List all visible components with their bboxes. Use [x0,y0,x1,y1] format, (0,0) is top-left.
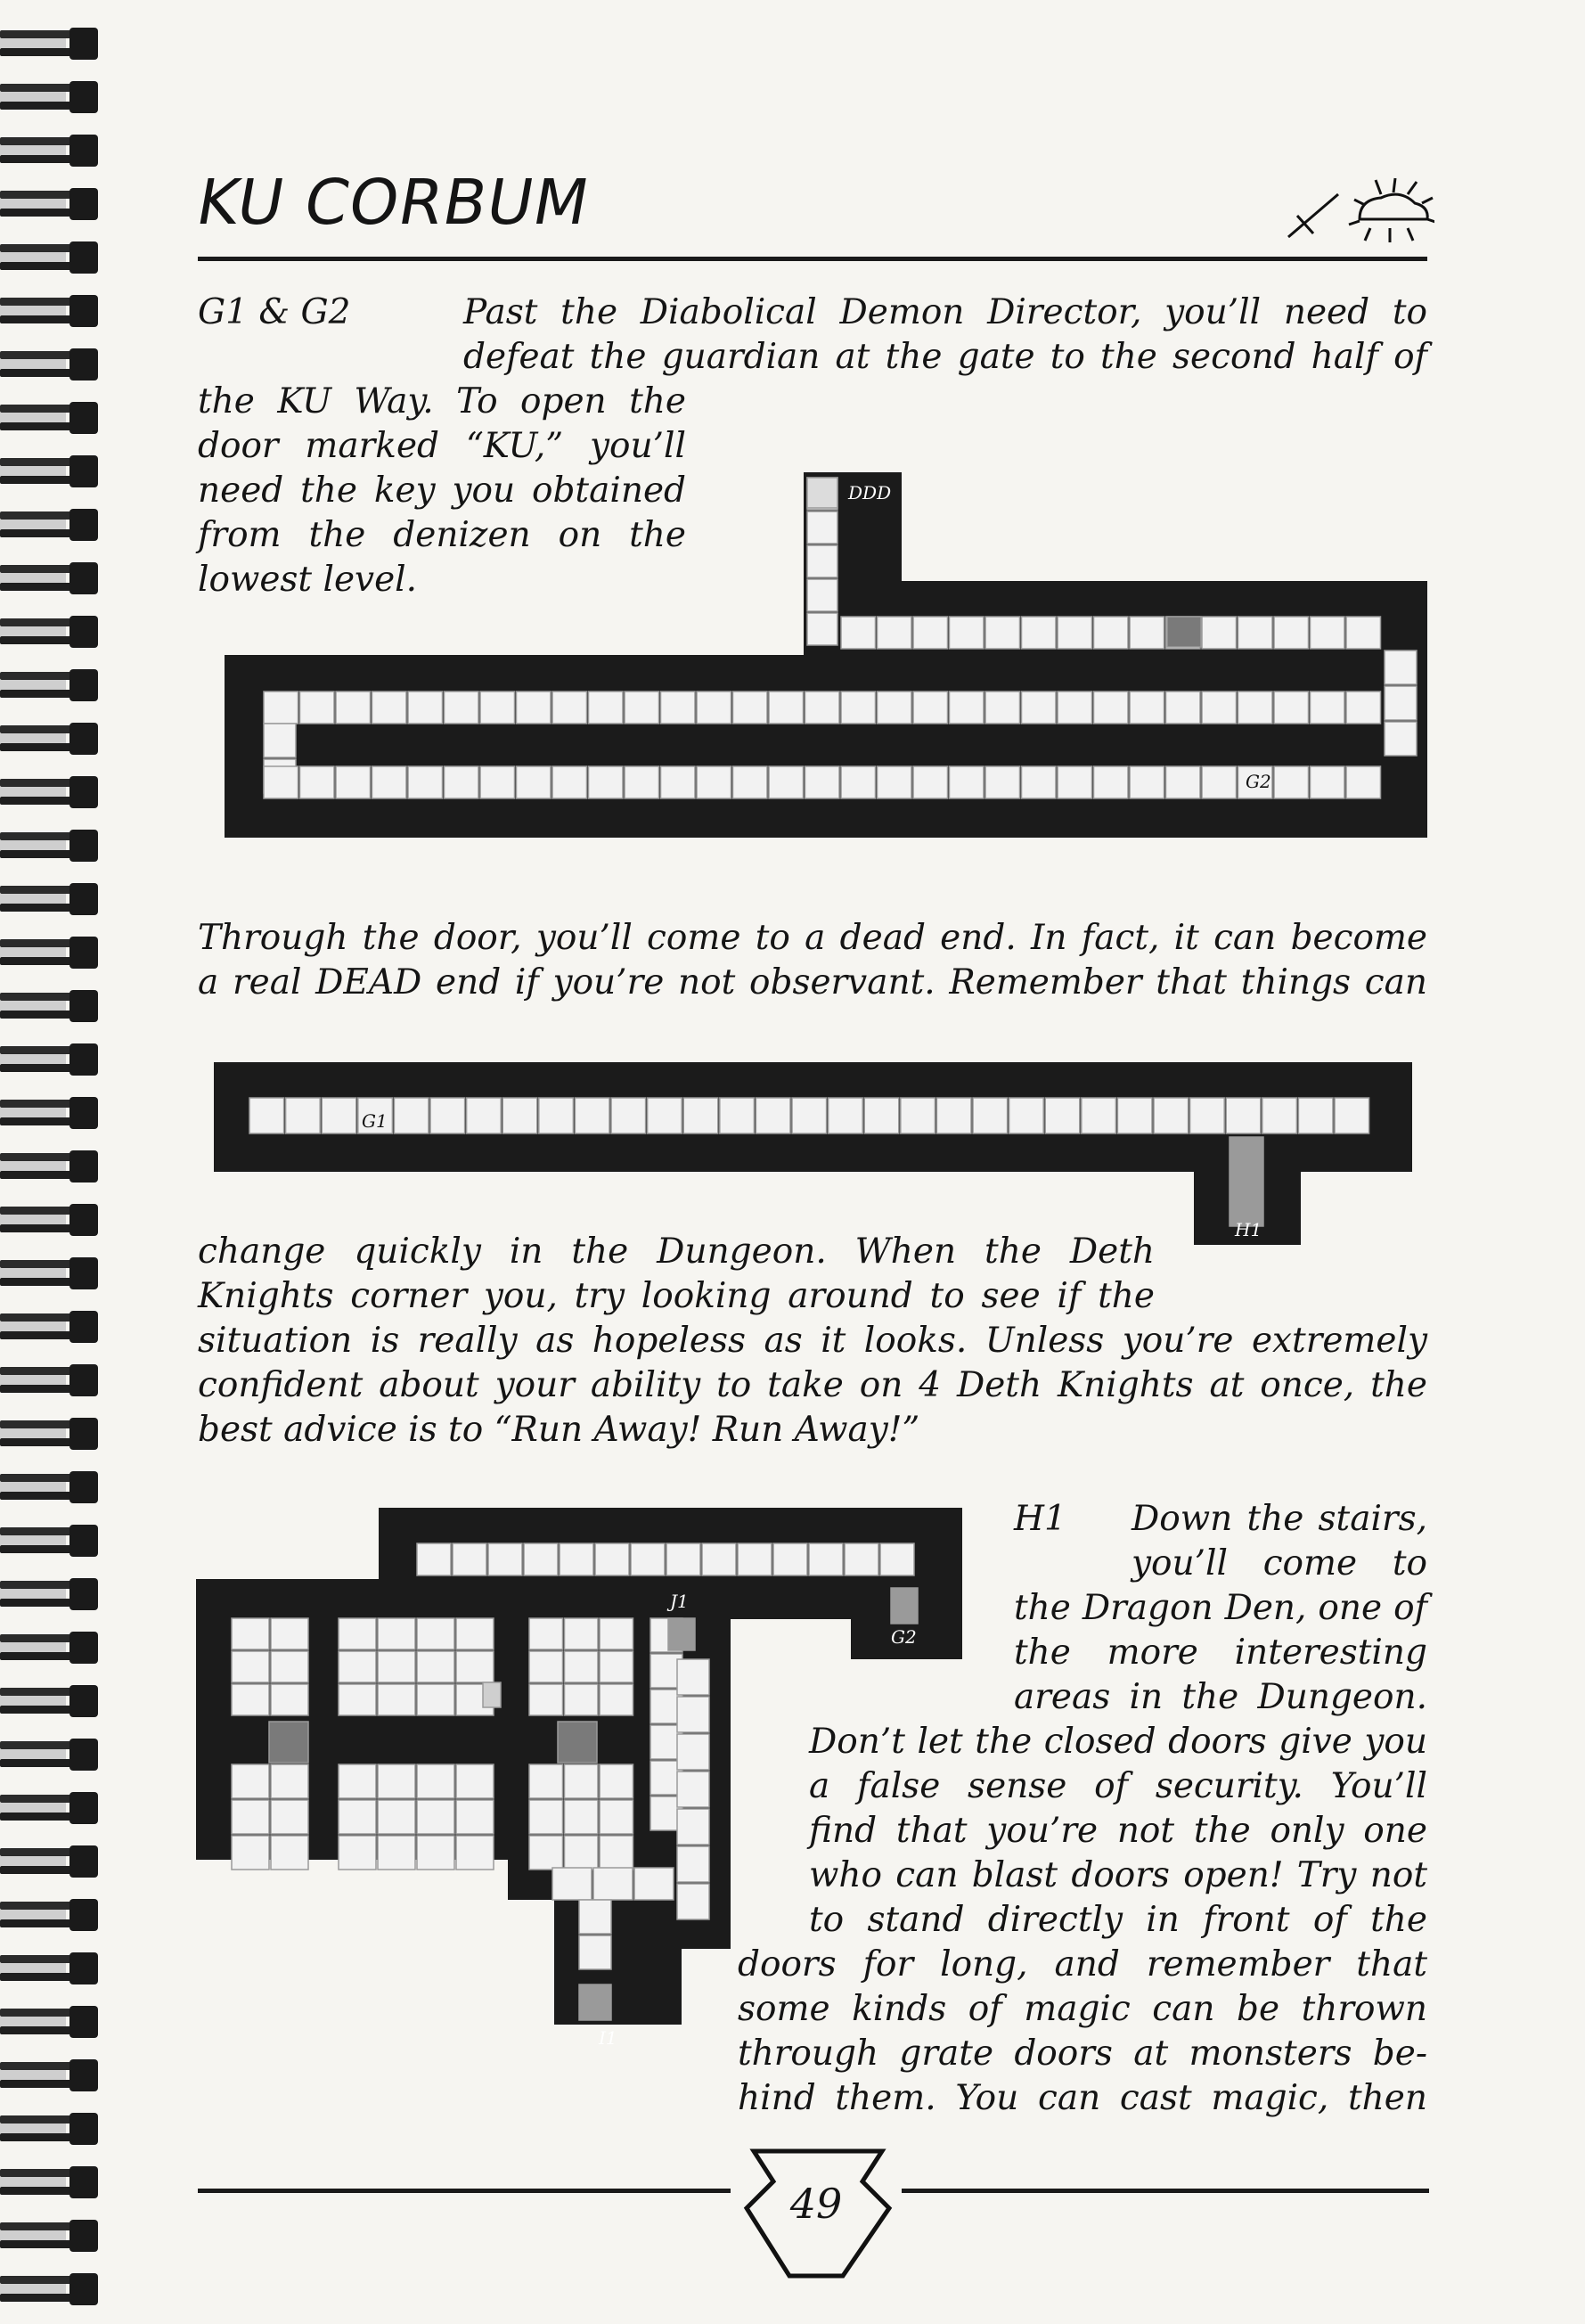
map-tile [1202,617,1237,649]
map-tile [378,1684,415,1715]
binding-coil [0,1255,100,1294]
map-tile [600,1618,633,1649]
map-tile [1166,766,1201,798]
map-tile [625,766,659,798]
deth-lines-line: situation is really as hopeless as it looks. Unless you’re extremely [198,1321,1427,1361]
map-tile [271,1651,308,1682]
map-tile [1130,691,1164,724]
section-h-line: who can blast doors open! Try not [809,1855,1427,1895]
map-tile [936,1098,971,1133]
page-number: 49 [789,2180,843,2228]
section-h-line: the more interesting [1014,1633,1427,1673]
map-tile [565,1651,599,1682]
map-tile [322,1098,356,1133]
deth-lines-line: change quickly in the Dungeon. When the Deth [198,1232,1155,1272]
map-tile [1385,722,1417,756]
map-tile [524,1543,558,1575]
map-tile [1022,691,1057,724]
map-tile [769,766,804,798]
map-tile [1094,617,1129,649]
section-h-line: hind them. You can cast magic, then [738,2078,1427,2118]
map-tile [985,766,1020,798]
binding-coil [0,346,100,385]
map-tile [809,1543,843,1575]
map-tile [1311,766,1345,798]
map-tile [648,1098,682,1133]
binding-coil [0,1148,100,1187]
map-tile [488,1543,522,1575]
map-tile [807,579,837,611]
dead-lines-line: Through the door, you’ll come to a dead end. In fact, it can become [198,918,1427,958]
map-tile [807,511,837,544]
map-label-g2: G2 [1246,771,1271,792]
map-tile [589,691,624,724]
map-tile [417,1651,454,1682]
map-tile [336,691,371,724]
map-tile [1045,1098,1080,1133]
map-tile [378,1800,415,1834]
map-tile [950,691,984,724]
binding-coil [0,827,100,866]
map-tile [456,1618,494,1649]
map-tile [565,1800,599,1834]
map-tile [1238,617,1273,649]
map-tile [805,766,840,798]
map-tile [845,1543,878,1575]
map-tile [445,766,479,798]
map-tile [878,617,912,649]
map-tile [417,1836,454,1870]
binding-coil [0,1362,100,1401]
map-tile [480,766,515,798]
map-tile [232,1800,269,1834]
page-title: KU CORBUM [191,166,596,239]
map-tile [738,1543,772,1575]
map-tile [560,1543,593,1575]
map-tile [336,766,371,798]
map-tile [529,1684,563,1715]
section-h-line: the Dragon Den, one of [1014,1588,1427,1628]
map-tile [697,691,731,724]
map-label-g2-den: G2 [891,1626,917,1648]
map-tile [1022,766,1057,798]
map-tile [878,691,912,724]
section-h-line: Don’t let the closed doors give you [809,1722,1427,1762]
section-g-line-2: defeat the guardian at the gate to the second half of [463,337,1427,377]
map-tile [829,1098,863,1133]
map-tile [913,691,948,724]
map-tile [271,1684,308,1715]
map-tile [589,766,624,798]
map-tile [683,1098,718,1133]
map-tile [378,1836,415,1870]
map-tile [417,1764,454,1798]
binding-coil [0,2271,100,2310]
map-tile [232,1764,269,1798]
map-tile [841,766,876,798]
map-tile [702,1543,736,1575]
map-tile [579,1984,611,2020]
binding-coil [0,2057,100,2096]
map-tile [1130,617,1164,649]
binding-coil [0,1789,100,1829]
map-tile [565,1836,599,1870]
map-tile [339,1836,376,1870]
map-tile [417,1684,454,1715]
binding-coil [0,1415,100,1454]
map-tile [841,691,876,724]
map-tile [453,1543,486,1575]
deth-lines-line: confident about your ability to take on 4 Deth Knights at once, the [198,1365,1427,1405]
map-tile [579,1900,611,1934]
map-tile [271,1618,308,1649]
map-tile [756,1098,790,1133]
header-rule [198,257,1427,261]
map-tile [891,1588,918,1624]
map-tile [913,617,948,649]
map-tile [529,1800,563,1834]
map-tile [565,1684,599,1715]
map-tile [264,724,296,757]
map-tile [339,1618,376,1649]
map-tile [677,1659,709,1695]
spiral-binding [0,0,107,2324]
binding-coil [0,1094,100,1133]
binding-coil [0,560,100,599]
map-tile [517,766,551,798]
map-tile [864,1098,899,1133]
map-tile [677,1846,709,1882]
map-tile [1167,617,1201,647]
binding-coil [0,1469,100,1508]
map-label-j1: J1 [670,1591,689,1612]
map-tile [668,1618,695,1650]
binding-coil [0,506,100,545]
map-tile [372,691,407,724]
map-tile [579,1935,611,1969]
map-tile [878,766,912,798]
map-tile [552,1868,592,1900]
map-tile [1346,691,1381,724]
map-tile [600,1764,633,1798]
map-tile [372,766,407,798]
map-tile [985,617,1020,649]
map-tile [1094,691,1129,724]
map-tile [232,1618,269,1649]
binding-coil [0,132,100,171]
map-tile [880,1543,914,1575]
section-h-line: find that you’re not the only one [809,1811,1427,1851]
map-tile [1058,617,1092,649]
map-tile [339,1651,376,1682]
map-tile [529,1836,563,1870]
binding-coil [0,2217,100,2256]
map-tile [480,691,515,724]
binding-coil [0,1950,100,1989]
map-tile [807,478,837,508]
binding-coil [0,78,100,118]
map-tile [271,1800,308,1834]
map-tile [232,1684,269,1715]
sg-lines-line: door marked “KU,” you’ll [198,426,686,466]
binding-coil [0,667,100,706]
map-tile [271,1836,308,1870]
map-tile [805,691,840,724]
map-tile [1202,766,1237,798]
binding-coil [0,1308,100,1347]
map-tile [1130,766,1164,798]
map-tile [841,617,876,649]
map-tile [565,1764,599,1798]
footer-rule-left [198,2189,731,2193]
map-tile [913,766,948,798]
map-tile [483,1682,501,1707]
map-tile [264,691,298,724]
map-tile [271,1764,308,1798]
sg-lines-line: the KU Way. To open the [198,381,686,421]
map-tile [417,1800,454,1834]
section-h-line: doors for long, and remember that [738,1944,1427,1984]
map-tile [417,1543,451,1575]
map-tile [600,1684,633,1715]
section-tag-g: G1 & G2 [198,292,351,332]
map-tile [1238,691,1273,724]
map-tile [300,691,335,724]
map-tile [985,691,1020,724]
section-h-line: some kinds of magic can be thrown [738,1989,1427,2029]
map-tile [430,1098,465,1133]
binding-coil [0,1629,100,1668]
map-tile [600,1836,633,1870]
map-tile [1022,617,1057,649]
map-tile [269,1722,308,1763]
map-tile [1311,691,1345,724]
map-tile [408,766,443,798]
map-tile [1226,1098,1261,1133]
map-tile [339,1684,376,1715]
map-tile [378,1651,415,1682]
map-tile [565,1618,599,1649]
binding-coil [0,239,100,278]
map-tile [661,766,696,798]
map-tile [232,1836,269,1870]
map-tile [600,1651,633,1682]
map-tile [339,1764,376,1798]
binding-coil [0,2164,100,2203]
binding-coil [0,399,100,438]
map-tile [1385,651,1417,684]
map-tile [1058,766,1092,798]
map-tile [529,1618,563,1649]
sword-and-sun-icon [1283,175,1434,246]
map-tile [529,1764,563,1798]
map-label-i1: I1 [599,2027,617,2049]
binding-coil [0,934,100,973]
map-tile [456,1651,494,1682]
map-tile [1058,691,1092,724]
binding-coil [0,1041,100,1080]
binding-coil [0,1682,100,1722]
map-tile [807,613,837,645]
map-tile [600,1800,633,1834]
map-tile [792,1098,827,1133]
map-tile [339,1800,376,1834]
map-tile [408,691,443,724]
map-tile [677,1884,709,1919]
map-label-ddd: DDD [848,482,892,503]
binding-coil [0,2110,100,2149]
binding-coil [0,292,100,331]
map-tile [1009,1098,1044,1133]
section-h-line: through grate doors at monsters be- [738,2034,1427,2074]
dungeon-map-ku-way [225,472,1427,838]
map-tile [232,1651,269,1682]
sg-lines-line: need the key you obtained [198,471,686,511]
map-tile [394,1098,429,1133]
map-tile [575,1098,609,1133]
map-tile [456,1836,494,1870]
map-tile [552,766,587,798]
binding-coil [0,987,100,1027]
map-tile [1230,1137,1263,1226]
map-tile [769,691,804,724]
binding-coil [0,1736,100,1775]
map-tile [677,1734,709,1770]
sg-lines-line: lowest level. [198,560,418,600]
section-h-line: you’ll come to [1132,1543,1427,1583]
binding-coil [0,453,100,492]
sg-lines-line: from the denizen on the [198,515,686,555]
map-tile [378,1764,415,1798]
map-tile [1202,691,1237,724]
map-tile [1190,1098,1225,1133]
map-tile [950,617,984,649]
section-h-line: to stand directly in front of the [809,1900,1427,1940]
map-tile [529,1651,563,1682]
map-tile [286,1098,321,1133]
map-tile [1346,766,1381,798]
section-h-line: a false sense of security. You’ll [809,1766,1427,1806]
map-tile [973,1098,1008,1133]
binding-coil [0,1843,100,1882]
map-tile [378,1618,415,1649]
map-tile [445,691,479,724]
map-tile [456,1764,494,1798]
map-tile [1274,691,1309,724]
section-tag-h1: H1 [1014,1499,1066,1539]
map-tile [1117,1098,1152,1133]
map-tile [502,1098,537,1133]
map-tile [1166,691,1201,724]
binding-coil [0,773,100,813]
map-tile [1274,766,1309,798]
map-tile [1298,1098,1333,1133]
footer-rule-right [902,2189,1429,2193]
map-tile [625,691,659,724]
map-tile [456,1800,494,1834]
map-tile [517,691,551,724]
binding-coil [0,185,100,225]
section-h-line: areas in the Dungeon. [1014,1677,1427,1717]
map-tile [661,691,696,724]
binding-coil [0,613,100,652]
map-tile [901,1098,935,1133]
map-tile [634,1868,674,1900]
section-g-line-1: Past the Diabolical Demon Director, you’ll need to [463,292,1427,332]
map-tile [1346,617,1381,649]
map-tile [666,1543,700,1575]
map-tile [697,766,731,798]
map-tile [300,766,335,798]
map-tile [1385,686,1417,720]
map-tile [249,1098,284,1133]
map-tile [1082,1098,1116,1133]
map-tile [677,1809,709,1845]
map-tile [807,545,837,577]
binding-coil [0,880,100,920]
map-label-h1: H1 [1235,1219,1262,1240]
map-tile [733,691,768,724]
map-tile [593,1868,633,1900]
map-tile [558,1722,597,1763]
map-tile [552,691,587,724]
binding-coil [0,1201,100,1240]
map-tile [1094,766,1129,798]
section-h-line: Down the stairs, [1132,1499,1427,1539]
map-tile [720,1098,755,1133]
map-label-g1: G1 [362,1110,388,1132]
dungeon-map-dead-end [214,1062,1412,1245]
map-tile [539,1098,574,1133]
map-tile [1335,1098,1369,1133]
map-tile [1262,1098,1297,1133]
deth-lines-line: best advice is to “Run Away! Run Away!” [198,1410,920,1450]
binding-coil [0,2003,100,2042]
binding-coil [0,1896,100,1935]
map-tile [773,1543,807,1575]
map-tile [1154,1098,1189,1133]
binding-coil [0,1522,100,1561]
binding-coil [0,1575,100,1615]
binding-coil [0,25,100,64]
map-tile [611,1098,646,1133]
map-tile [1311,617,1345,649]
map-tile [1274,617,1309,649]
map-tile [677,1697,709,1732]
map-tile [417,1618,454,1649]
map-tile [595,1543,629,1575]
map-tile [631,1543,665,1575]
dead-lines-line: a real DEAD end if you’re not observant. Remember that things can [198,962,1427,1002]
map-tile [733,766,768,798]
map-tile [264,766,298,798]
map-tile [950,766,984,798]
deth-lines-line: Knights corner you, try looking around to see if the [198,1276,1155,1316]
binding-coil [0,720,100,759]
map-tile [467,1098,502,1133]
map-tile [677,1772,709,1807]
